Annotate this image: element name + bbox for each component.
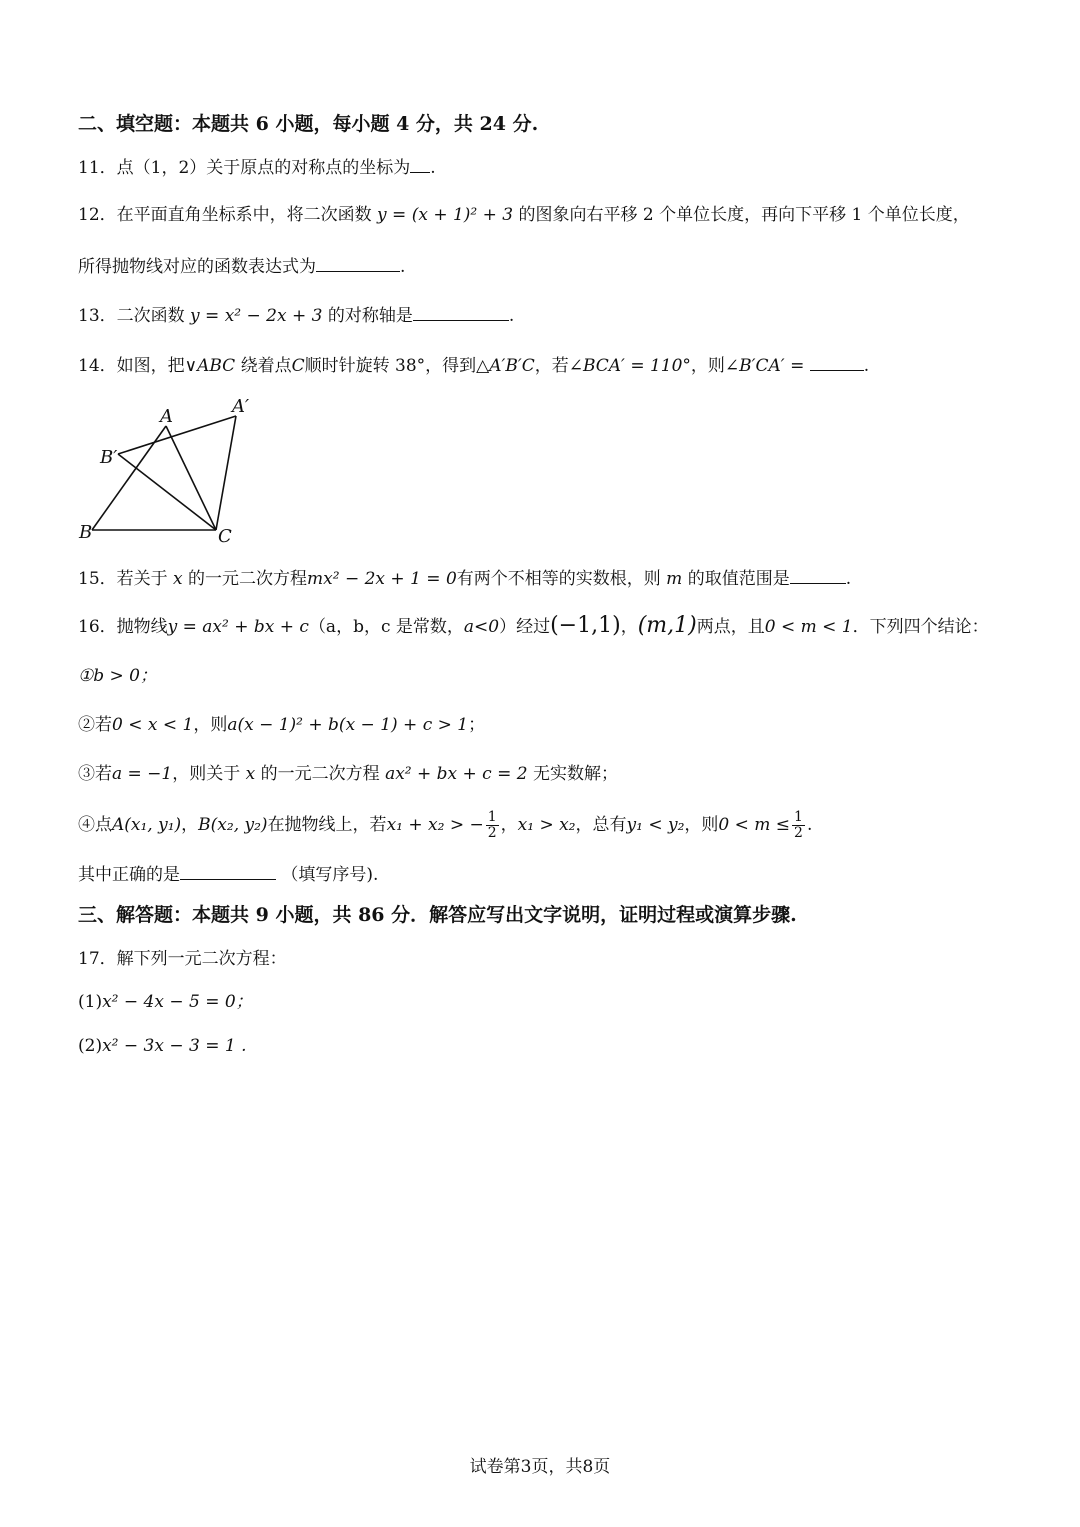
q17-p2-eq: x² − 3x − 3 = 1 .: [102, 1036, 247, 1056]
q13-answer-blank[interactable]: [413, 302, 509, 321]
q15-eq: mx² − 2x + 1 = 0: [307, 569, 457, 589]
q16-answer-pre: 其中正确的是: [78, 865, 180, 885]
q16-mid3: 两点，且: [696, 617, 765, 637]
q16-conclusion-3: [78, 762, 618, 786]
q16-conclusion-1: [78, 664, 157, 688]
q16-mid2: ）经过: [499, 617, 551, 637]
q17-p2-num: (2): [78, 1036, 103, 1056]
label-a-prime: A′: [232, 396, 250, 417]
q17-p1-eq: x² − 4x − 5 = 0；: [102, 992, 253, 1012]
q16-c4-res: 0 < m ≤: [718, 815, 791, 835]
q12-formula: y = (x + 1)² + 3: [377, 205, 514, 225]
edge-a2c: [216, 416, 236, 530]
q16-c3-eq: ax² + bx + c = 2: [385, 764, 528, 784]
q14-abc: ABC: [197, 356, 236, 376]
q16-point1: (−1,1): [550, 613, 621, 638]
q11-text: 11．点（1，2）关于原点的对称点的坐标为: [78, 158, 411, 178]
q16-c2-pre: ②若: [78, 715, 112, 735]
frac1-den: 2: [487, 825, 497, 841]
frac1-num: 1: [487, 809, 497, 825]
q13-prefix: 13．二次函数: [78, 306, 185, 326]
q16-c3-mid1: ，则关于: [172, 764, 241, 784]
q16-conclusion-2: [78, 713, 485, 737]
q12-end: .: [400, 257, 406, 277]
q14-mid3: ，得到△: [425, 356, 490, 376]
q16-c3-end: 无实数解；: [532, 764, 618, 784]
q16-point2: (m,1): [637, 613, 697, 638]
q16-sep: ，: [620, 617, 638, 637]
q16-cond: a<0: [463, 617, 500, 637]
q16-c3-x: x: [245, 764, 256, 784]
q15-prefix: 15．若关于: [78, 569, 168, 589]
question-12-line2: [78, 253, 405, 279]
label-b-prime: B′: [100, 447, 118, 468]
q16-fraction-half-2: [792, 810, 805, 841]
q16-c4-mid1: 在抛物线上，若: [267, 815, 387, 835]
q16-c4-pre: ④点: [78, 815, 112, 835]
q16-conclusion-4: [78, 810, 812, 841]
q16-prefix: 16．抛物线: [78, 617, 168, 637]
q15-mid3: 的取值范围是: [687, 569, 790, 589]
q14-c: C: [291, 356, 305, 376]
q14-answer-blank[interactable]: [810, 352, 864, 371]
q17-part-2: [78, 1034, 247, 1058]
q16-c2-cond: 0 < x < 1: [112, 715, 194, 735]
q14-mid2: 顺时针旋转: [304, 356, 390, 376]
label-c: C: [218, 526, 232, 546]
q17-part-1: [78, 990, 253, 1014]
q12-prefix: 12．在平面直角坐标系中，将二次函数: [78, 205, 372, 225]
frac2-num: 1: [794, 809, 803, 825]
q14-angle: 38°: [395, 356, 426, 376]
q14-triangle-figure: [74, 394, 274, 546]
q13-end: .: [508, 306, 515, 326]
q16-fraction-half-1: [486, 810, 499, 841]
q15-x: x: [173, 569, 183, 589]
q12-line2: 所得抛物线对应的函数表达式为: [78, 257, 316, 277]
question-15: [78, 565, 851, 591]
label-b: B: [79, 522, 93, 543]
q16-c4-sep: ，: [181, 815, 199, 835]
q16-mid1: （a，b，c 是常数，: [308, 617, 464, 637]
q16-c2-end: ；: [468, 715, 486, 735]
frac2-den: 2: [794, 825, 803, 841]
q14-tri: A′B′C: [489, 356, 535, 376]
q16-c4-a: A(x₁, y₁): [112, 815, 182, 835]
q16-c2-mid: ，则: [193, 715, 228, 735]
q16-c4-end: .: [806, 815, 813, 835]
q14-end: .: [863, 356, 870, 376]
q16-c1: ①b > 0；: [78, 666, 157, 686]
q14-ask: B′CA′ =: [739, 356, 805, 376]
q14-mid4: ，若∠: [534, 356, 583, 376]
section2-heading: 二、填空题：本题共 6 小题，每小题 4 分，共 24 分.: [78, 113, 539, 135]
page-footer: 试卷第3页，共8页: [469, 1457, 611, 1477]
q17-p1-num: (1): [78, 992, 103, 1012]
q16-c4-sum: x₁ + x₂ > −: [386, 815, 484, 835]
edge-ac: [166, 426, 216, 530]
q16-c3-cond: a = −1: [112, 764, 173, 784]
q16-c4-gt: x₁ > x₂: [517, 815, 576, 835]
q13-formula: y = x² − 2x + 3: [190, 306, 323, 326]
q16-answer-end: （填写序号).: [281, 865, 379, 885]
q14-mid1: 绕着点: [240, 356, 292, 376]
question-16: [78, 614, 989, 639]
q15-end: .: [845, 569, 852, 589]
q12-suffix: 的图象向右平移 2 个单位长度，再向下平移 1 个单位长度，: [518, 205, 970, 225]
q16-c4-mid4: ，则: [684, 815, 719, 835]
q14-mid5: ，则∠: [690, 356, 740, 376]
q15-mid2: 有两个不相等的实数根，则: [456, 569, 661, 589]
question-12-line1: [78, 203, 970, 227]
q16-formula: y = ax² + bx + c: [167, 617, 309, 637]
q16-answer-line: [78, 861, 378, 887]
q16-c4-mid2: ，: [500, 815, 518, 835]
q16-c4-b: B(x₂, y₂): [198, 815, 268, 835]
question-17: 17．解下列一元二次方程：: [78, 949, 287, 969]
q12-answer-blank[interactable]: [316, 253, 400, 272]
edge-b2c: [118, 454, 216, 530]
q16-mid4: ．下列四个结论：: [852, 617, 989, 637]
q15-mid1: 的一元二次方程: [188, 569, 308, 589]
q16-range: 0 < m < 1: [764, 617, 853, 637]
question-13: [78, 302, 514, 328]
q16-c3-pre: ③若: [78, 764, 112, 784]
q13-suffix: 的对称轴是: [327, 306, 413, 326]
q14-cond: BCA′ = 110°: [582, 356, 691, 376]
q16-c4-mid3: ，总有: [575, 815, 627, 835]
q15-m: m: [666, 569, 683, 589]
q16-c4-lt: y₁ < y₂: [626, 815, 685, 835]
q16-c3-mid2: 的一元二次方程: [260, 764, 380, 784]
q11-answer-blank[interactable]: [410, 154, 430, 173]
q14-prefix: 14．如图，把∨: [78, 356, 198, 376]
q16-c2-expr: a(x − 1)² + b(x − 1) + c > 1: [227, 715, 469, 735]
q11-end: .: [430, 158, 436, 178]
q15-answer-blank[interactable]: [790, 565, 846, 584]
label-a: A: [160, 406, 173, 427]
question-11: [78, 154, 436, 180]
q16-answer-blank[interactable]: [180, 861, 276, 880]
section3-heading: 三、解答题：本题共 9 小题，共 86 分．解答应写出文字说明，证明过程或演算步骤.: [78, 904, 797, 926]
question-14: [78, 352, 869, 378]
